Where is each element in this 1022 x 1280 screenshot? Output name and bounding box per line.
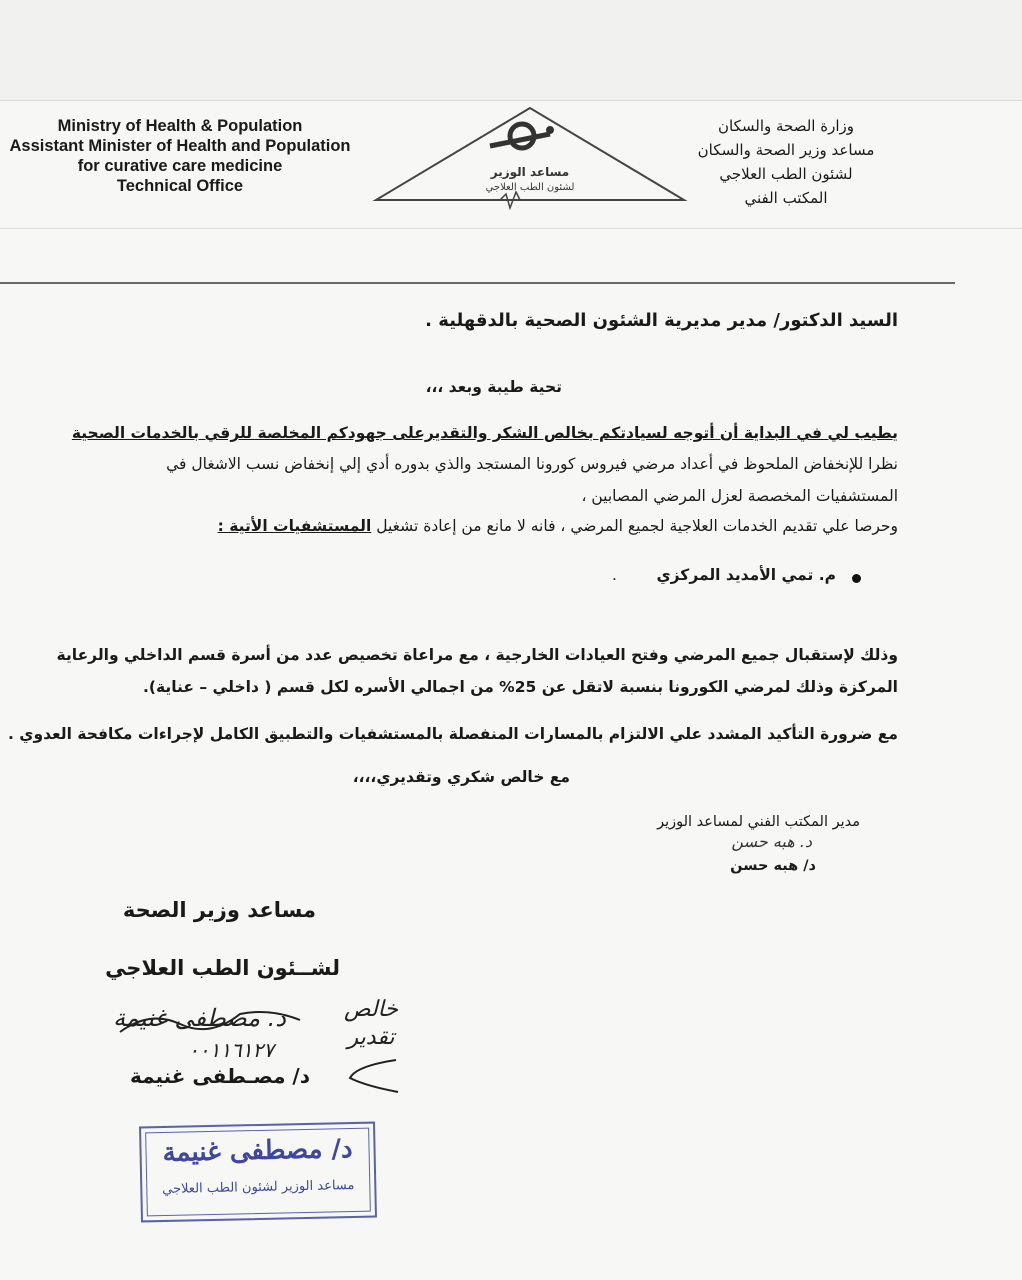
scan-edge-line [0,100,1022,101]
marginal-note: خالص تقدير [344,997,398,1050]
bullet-icon [852,574,861,583]
marginal-scribble [336,1056,406,1096]
scan-top-band [0,0,1022,100]
paragraph-reception-line1: وذلك لإستقبال جميع المرضي وفتح العيادات الخارجية ، مع مراعاة تخصيص عدد من أسرة قسم الداخلي والرعاية [56,646,898,664]
addressee: السيد الدكتور/ مدير مديرية الشئون الصحية بالدقهلية . [425,310,898,331]
arabic-letterhead [636,114,936,210]
stamp-title: مساعد الوزير لشئون الطب العلاجي [162,1177,355,1198]
hospital-item-trail: . [612,566,617,584]
stamp-name: د/ مصطفى غنيمة [162,1134,353,1168]
scan-edge-line [0,228,1022,229]
signature-stroke [110,1000,310,1040]
assistant-minister-name: د/ مصـطفى غنيمة [129,1064,310,1088]
official-stamp [139,1122,377,1223]
assistant-minister-title: مساعد وزير الصحة [122,898,316,922]
header-divider [0,282,955,284]
technical-office-en: Technical Office [116,177,244,195]
hospital-item: م. تمي الأمديد المركزي [656,566,836,584]
technical-office-title: مدير المكتب الفني لمساعد الوزير [657,814,860,830]
technical-office-signature: د. هبه حسن [731,832,812,851]
assistant-minister-ar: مساعد وزير الصحة والسكان [697,141,875,159]
reopen-text: وحرصا علي تقديم الخدمات العلاجية لجميع المرضي ، فانه لا مانع من إعادة تشغيل [371,517,898,535]
assistant-minister-dept: لشــئون الطب العلاجي [105,956,340,980]
curative-care-en: for curative care medicine [77,157,283,175]
paragraph-reopen [218,513,898,540]
paragraph-thanks: يطيب لي في البداية أن أتوجه لسيادتكم بخالص الشكر والتقديرعلى جهودكم المخلصة للرقي بالخدمات الصحية [71,424,898,442]
paragraph-reception-line2: المركزة وذلك لمرضي الكورونا بنسبة لاتقل عن 25% من اجمالي الأسره لكل قسم ( داخلي – عناية). [143,678,898,696]
technical-office-name: د/ هبه حسن [730,858,816,874]
assistant-minister-signature: د. مصطفى غنيمة [113,1004,286,1032]
assistant-minister-en: Assistant Minister of Health and Population [9,137,351,155]
ministry-name-ar: وزارة الصحة والسكان [718,117,854,135]
logo-text-2: لشئون الطب العلاجي [485,182,575,193]
paragraph-infection-control: مع ضرورة التأكيد المشدد علي الالتزام بالمسارات المنفصلة بالمستشفيات والتطبيق الكامل لإجراءات مكافحة العدوي . [7,725,898,743]
curative-care-ar: لشئون الطب العلاجي [719,165,853,183]
closing: مع خالص شكري وتقديري،،،، [352,768,570,786]
english-letterhead [0,116,390,196]
paragraph-decline-line1: نظرا للإنخفاض الملحوظ في أعداد مرضي فيروس كورونا المستجد والذي بدوره أدي إلي إنخفاض نسب الاشغال في [166,455,898,473]
hospitals-heading: المستشفيات الأتية : [217,517,372,535]
technical-office-ar: المكتب الفني [744,189,828,207]
logo-text-1: مساعد الوزير [490,165,570,179]
greeting: تحية طيبة وبعد ،،، [425,378,562,396]
ministry-name-en: Ministry of Health & Population [57,117,303,135]
paragraph-decline-line2: المستشفيات المخصصة لعزل المرضي المصابين ، [581,487,898,505]
handwritten-phone: ٠٠١١٦١٢٧ [188,1038,274,1062]
